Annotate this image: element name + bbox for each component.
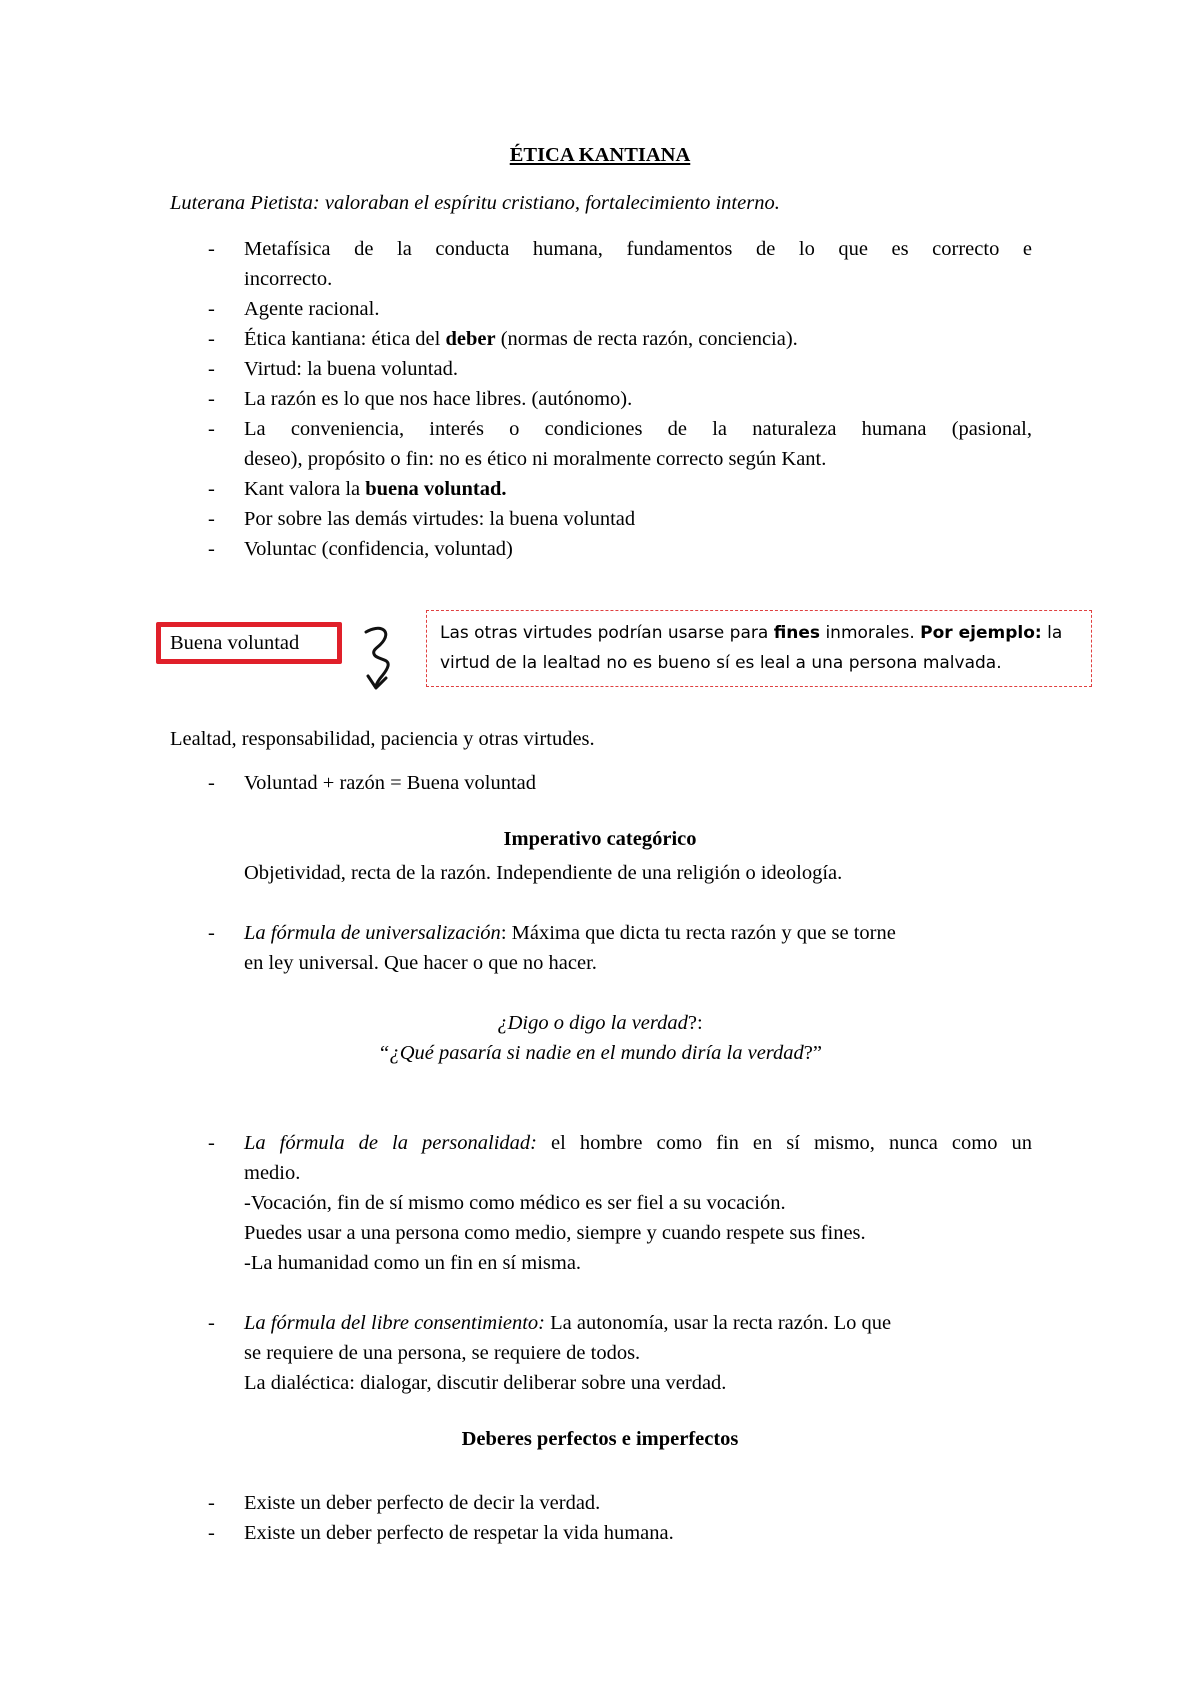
personalidad-text: el hombre como fin en sí mismo, nunca como un xyxy=(537,1132,1032,1154)
curved-arrow-icon xyxy=(356,620,406,700)
bullet-virtud: Virtud: la buena voluntad. xyxy=(244,358,458,380)
bullet-dash: - xyxy=(208,358,215,380)
deber-verdad: Existe un deber perfecto de decir la verdad. xyxy=(244,1492,601,1514)
libre-line3: La dialéctica: dialogar, discutir deliberar sobre una verdad. xyxy=(244,1372,727,1394)
question-1-text: ¿Digo o digo la verdad xyxy=(497,1012,688,1034)
bullet-kant-valora xyxy=(244,474,1032,504)
bullet-etica-post: (normas de recta razón, conciencia). xyxy=(495,328,798,350)
note-line1 xyxy=(440,618,1080,648)
note-text xyxy=(440,618,1080,678)
personalidad-line4: Puedes usar a una persona como medio, siempre y cuando respete sus fines. xyxy=(244,1222,866,1244)
bullet-dash: - xyxy=(208,1132,215,1154)
bullet-metafisica-line2: incorrecto. xyxy=(244,268,333,290)
question-2-open: “ xyxy=(378,1042,390,1064)
question-2-text: ¿Qué pasaría si nadie en el mundo diría la verdad xyxy=(389,1042,804,1064)
personalidad-line2: medio. xyxy=(244,1162,301,1184)
bullet-dash: - xyxy=(208,1492,215,1514)
note-post: la xyxy=(1041,623,1063,643)
virtues-line: Lealtad, responsabilidad, paciencia y otras virtudes. xyxy=(170,728,595,750)
bullet-agente: Agente racional. xyxy=(244,298,380,320)
universalizacion-line2: en ley universal. Que hacer o que no hacer. xyxy=(244,952,597,974)
question-1 xyxy=(0,1008,1200,1038)
document-title: ÉTICA KANTIANA xyxy=(509,144,691,166)
note-mid: inmorales. xyxy=(820,623,921,643)
bullet-por-sobre: Por sobre las demás virtudes: la buena voluntad xyxy=(244,508,636,530)
libre-label: La fórmula del libre consentimiento: xyxy=(244,1312,546,1334)
equation-line: Voluntad + razón = Buena voluntad xyxy=(244,772,537,794)
bullet-dash: - xyxy=(208,508,215,530)
bullet-razon: La razón es lo que nos hace libres. (autónomo). xyxy=(244,388,633,410)
bullet-etica-kantiana xyxy=(244,324,1032,354)
bullet-kant-pre: Kant valora la xyxy=(244,478,366,500)
bullet-dash: - xyxy=(208,238,215,260)
bullet-metafisica-line1: Metafísica de la conducta humana, fundamentos de lo que es correcto e xyxy=(244,238,1032,260)
question-1-end: ?: xyxy=(687,1012,703,1034)
bullet-kant-bold: buena voluntad. xyxy=(365,478,507,500)
personalidad-line1 xyxy=(244,1128,1032,1158)
bullet-conveniencia-line2: deseo), propósito o fin: no es ético ni moralmente correcto según Kant. xyxy=(244,448,827,470)
bullet-etica-pre: Ética kantiana: ética del xyxy=(244,328,446,350)
universalizacion-line1 xyxy=(244,918,1032,948)
note-por-ejemplo: Por ejemplo: xyxy=(920,623,1042,643)
note-pre: Las otras virtudes podrían usarse para xyxy=(440,623,774,643)
personalidad-line5: -La humanidad como un fin en sí misma. xyxy=(244,1252,582,1274)
bullet-dash: - xyxy=(208,418,215,440)
imperativo-subtitle: Objetividad, recta de la razón. Independiente de una religión o ideología. xyxy=(244,862,843,884)
universalizacion-label: La fórmula de universalización xyxy=(244,922,501,944)
highlight-box-label: Buena voluntad xyxy=(170,632,300,654)
bullet-dash: - xyxy=(208,922,215,944)
bullet-dash: - xyxy=(208,1522,215,1544)
note-line2: virtud de la lealtad no es bueno sí es leal a una persona malvada. xyxy=(440,653,1002,673)
bullet-dash: - xyxy=(208,328,215,350)
bullet-dash: - xyxy=(208,388,215,410)
universalizacion-text: : Máxima que dicta tu recta razón y que se torne xyxy=(500,922,896,944)
question-2-end: ?” xyxy=(803,1042,822,1064)
personalidad-line3: -Vocación, fin de sí mismo como médico es ser fiel a su vocación. xyxy=(244,1192,786,1214)
libre-text: La autonomía, usar la recta razón. Lo que xyxy=(545,1312,892,1334)
libre-line1 xyxy=(244,1308,1032,1338)
bullet-dash: - xyxy=(208,538,215,560)
bullet-etica-bold: deber xyxy=(445,328,496,350)
note-fines: fines xyxy=(773,623,821,643)
intro-line: Luterana Pietista: valoraban el espíritu cristiano, fortalecimiento interno. xyxy=(170,192,780,214)
bullet-conveniencia-line1: La conveniencia, interés o condiciones de la naturaleza humana (pasional, xyxy=(244,418,1032,440)
libre-line2: se requiere de una persona, se requiere de todos. xyxy=(244,1342,641,1364)
bullet-voluntac: Voluntac (confidencia, voluntad) xyxy=(244,538,513,560)
imperativo-heading: Imperativo categórico xyxy=(503,828,697,850)
bullet-dash: - xyxy=(208,298,215,320)
bullet-dash: - xyxy=(208,1312,215,1334)
question-2 xyxy=(0,1038,1200,1068)
bullet-dash: - xyxy=(208,478,215,500)
deberes-heading: Deberes perfectos e imperfectos xyxy=(461,1428,739,1450)
personalidad-label: La fórmula de la personalidad: xyxy=(244,1132,538,1154)
deber-vida: Existe un deber perfecto de respetar la vida humana. xyxy=(244,1522,674,1544)
bullet-dash: - xyxy=(208,772,215,794)
